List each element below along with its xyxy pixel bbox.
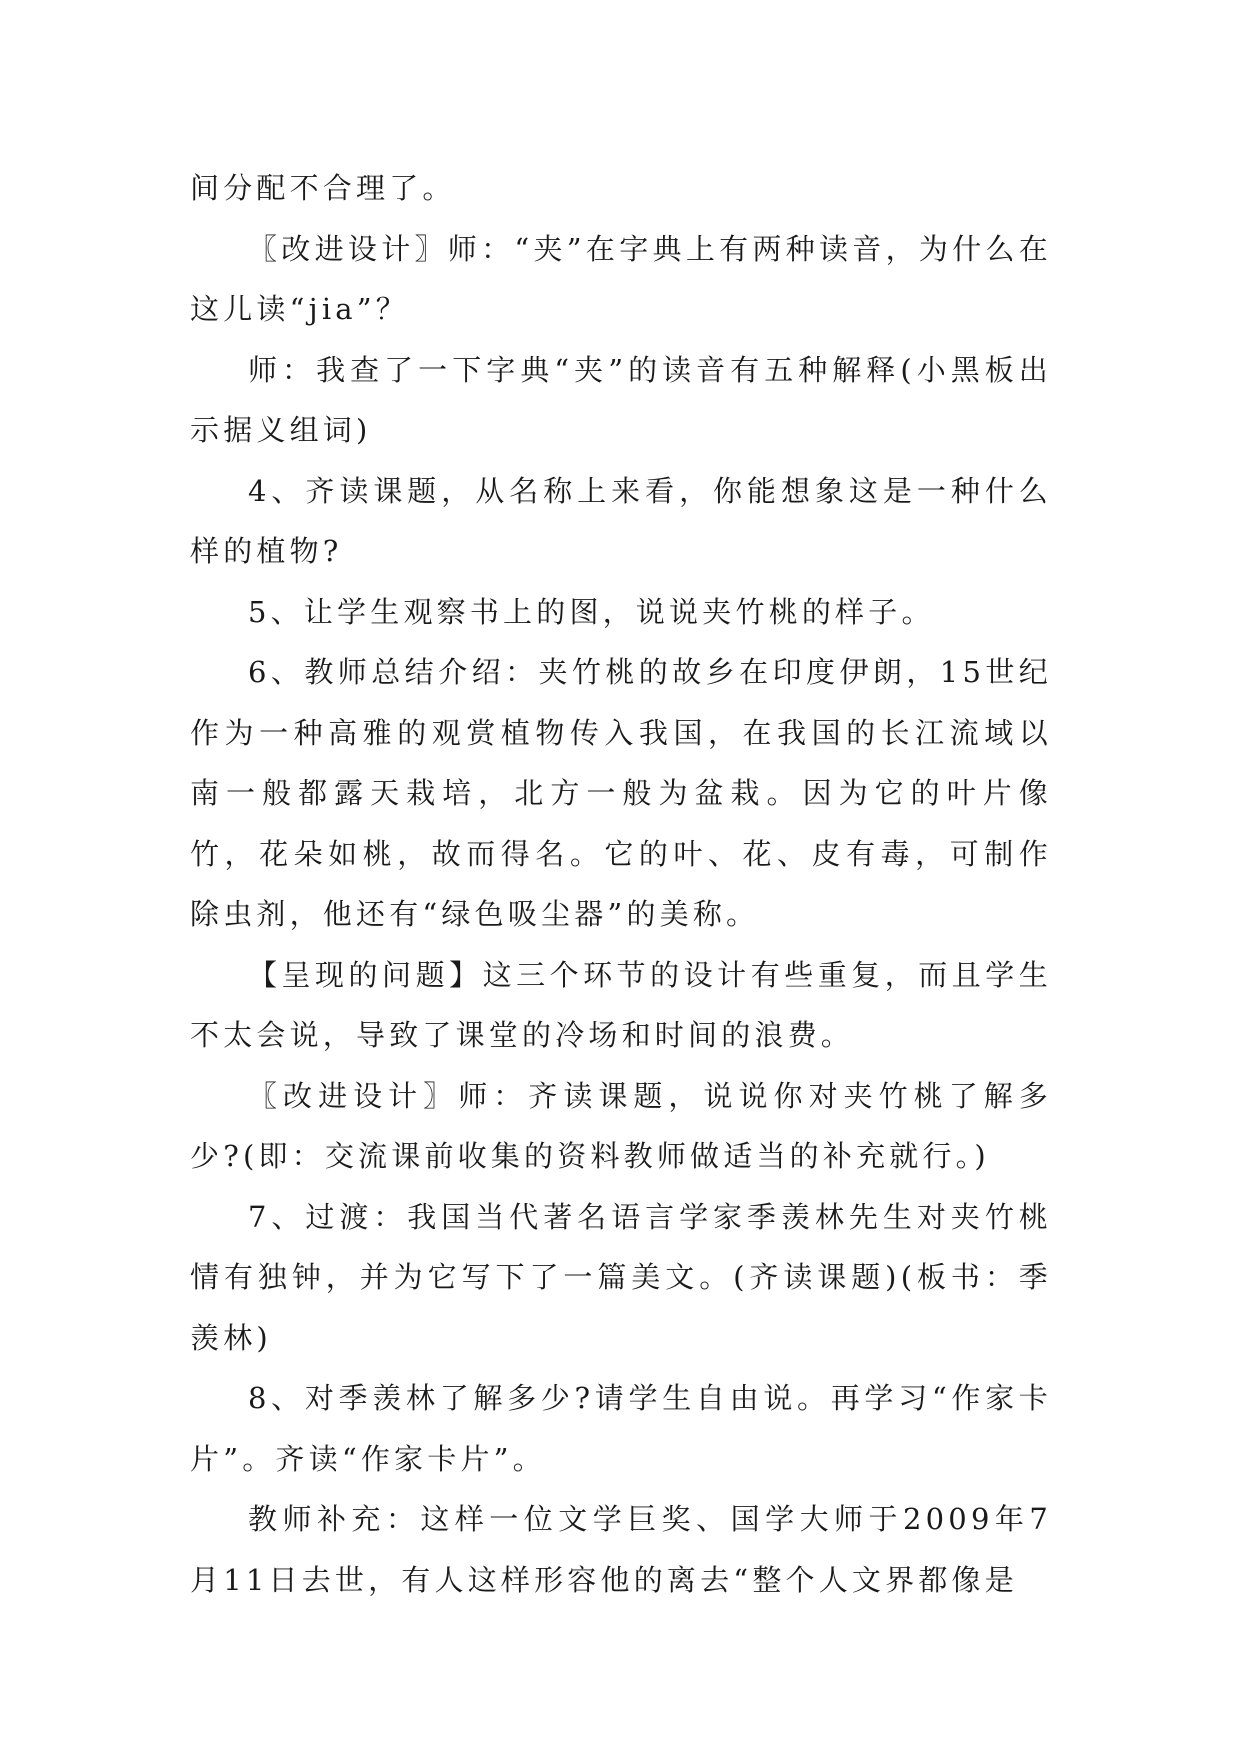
paragraph-11: 教师补充：这样一位文学巨奖、国学大师于2009年7月11日去世，有人这样形容他的离去“整个人文界都像是 [190,1502,1052,1597]
paragraph-3: 师：我查了一下字典“夹”的读音有五种解释(小黑板出示据义组词) [190,352,1052,447]
paragraph-9: 7、过渡：我国当代著名语言学家季羡林先生对夹竹桃情有独钟，并为它写下了一篇美文。(齐读课题)(板书：季羡林) [190,1199,1052,1355]
paragraph-2: 〖改进设计〗师：“夹”在字典上有两种读音，为什么在这儿读“jia”？ [190,231,1052,326]
paragraph-4: 4、齐读课题，从名称上来看，你能想象这是一种什么样的植物? [190,473,1052,568]
paragraph-6: 6、教师总结介绍：夹竹桃的故乡在印度伊朗，15世纪作为一种高雅的观赏植物传入我国，在我国的长江流域以南一般都露天栽培，北方一般为盆栽。因为它的叶片像竹，花朵如桃，故而得名。它的叶、花、皮有毒，可制作除虫剂，他还有“绿色吸尘器”的美称。 [190,655,1052,931]
paragraph-7: 【呈现的问题】这三个环节的设计有些重复，而且学生不太会说，导致了课堂的冷场和时间的浪费。 [190,957,1052,1052]
paragraph-10: 8、对季羡林了解多少?请学生自由说。再学习“作家卡片”。齐读“作家卡片”。 [190,1381,1052,1476]
paragraph-8: 〖改进设计〗师：齐读课题，说说你对夹竹桃了解多少?(即：交流课前收集的资料教师做适当的补充就行。) [190,1078,1052,1173]
paragraph-5: 5、让学生观察书上的图，说说夹竹桃的样子。 [248,594,935,629]
paragraph-1: 间分配不合理了。 [190,171,456,205]
document-body [190,158,1052,1610]
